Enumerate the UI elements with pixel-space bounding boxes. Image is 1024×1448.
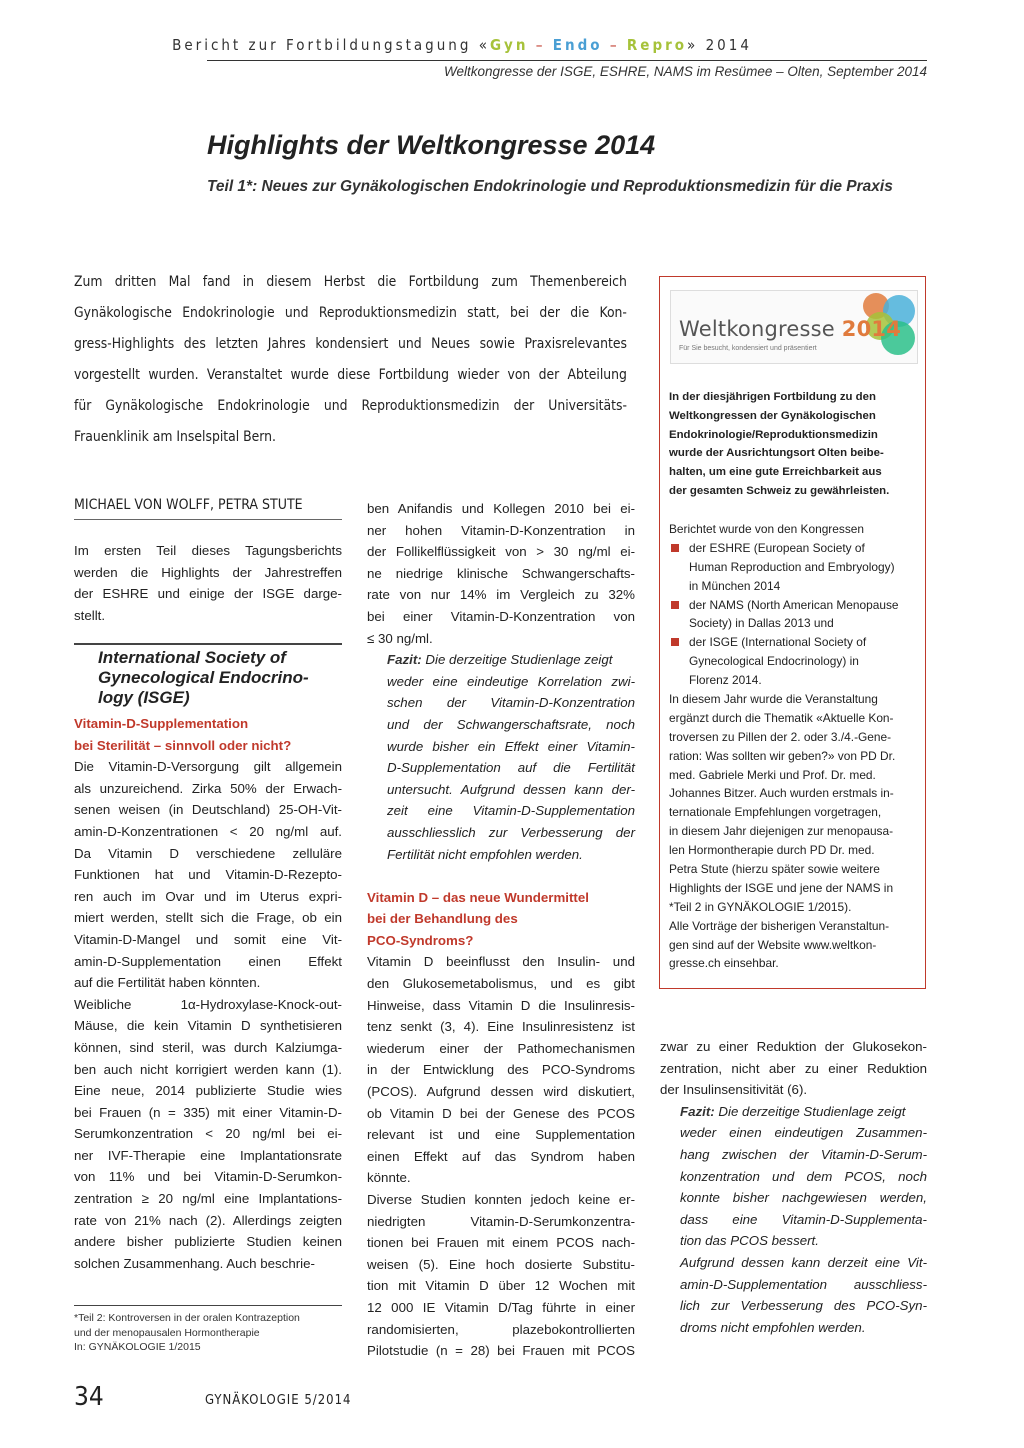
subheading-line: PCO-Syndroms? — [367, 932, 474, 948]
article-title: Highlights der Weltkongresse 2014 — [207, 130, 656, 160]
fazit-line: weder einen eindeutigen Zusammen- — [680, 1125, 927, 1141]
body-line: Die Vitamin-D-Versorgung gilt allgemein — [74, 759, 342, 775]
body-line: stellt. — [74, 607, 106, 623]
info-box-line: ration: Was sollten wir geben?» von PD Dr. — [669, 748, 896, 763]
fazit-line: weder eine eindeutige Korrelation zwi- — [387, 673, 635, 689]
fazit-line: ausschliesslich zur Verbesserung der — [387, 824, 635, 840]
body-line: Pilotstudie (n = 28) bei Frauen mit PCOS — [367, 1343, 635, 1359]
info-box-text — [669, 520, 917, 973]
info-box-bullet-line: Society) in Dallas 2013 und — [689, 616, 834, 631]
info-box-line: *Teil 2 in GYNÄKOLOGIE 1/2015). — [669, 899, 852, 914]
body-line: ben Anifandis und Kollegen 2010 bei ei- — [367, 501, 635, 516]
intro-line: Frauenklinik am Inselspital Bern. — [74, 429, 276, 445]
info-box-line: Alle Vorträge der bisherigen Veranstaltun- — [669, 918, 890, 933]
body-line: ner hohen Vitamin-D-Konzentration in — [367, 522, 635, 538]
body-line: zentration ≥ 20 ng/ml eine Implantations- — [74, 1191, 342, 1207]
body-line: Eine neue, 2014 publizierte Studie wies — [74, 1083, 342, 1099]
fazit-line — [660, 1101, 927, 1123]
body-line: tion mit Vitamin D über 12 Wochen mit — [367, 1278, 635, 1294]
body-line: der Insulinsensitivität (6). — [660, 1082, 808, 1098]
header-endo: Endo — [552, 36, 603, 54]
body-line: wiederum einer der Pathomechanismen — [367, 1040, 635, 1056]
info-box-line: len Hormontherapie durch PD Dr. med. — [669, 843, 875, 858]
info-box-bullet-line: der ESHRE (European Society of — [669, 539, 917, 558]
body-line: Weibliche 1α-Hydroxylase-Knock-out- — [74, 996, 342, 1012]
info-box-bullet-line: Gynecological Endocrinology) in — [689, 654, 859, 669]
info-box-line: Petra Stute (hierzu später sowie weitere — [669, 862, 880, 877]
intro-line: Zum dritten Mal fand in diesem Herbst die Fortbildung zum Themenbereich — [74, 274, 627, 290]
body-line: senen weisen (in Deutschland) 25-OH-Vit- — [74, 802, 342, 818]
info-box-bullet-line: Human Reproduction and Embryology) — [689, 559, 895, 574]
body-line: ne niedrige klinische Schwangerschafts- — [367, 565, 635, 581]
subheading-line: bei Sterilität – sinnvoll oder nicht? — [74, 737, 292, 753]
header-rule — [207, 60, 927, 61]
fazit-line: Fertilität nicht empfohlen werden. — [387, 846, 583, 862]
body-line: Vitamin D beeinflusst den Insulin- und — [367, 954, 635, 970]
logo-year: 2014 — [841, 317, 902, 341]
body-line: bei einer Vitamin-D-Konzentration von — [367, 608, 635, 624]
authors-rule — [74, 519, 342, 520]
info-box-line: med. Gabriele Merki und Prof. Dr. med. — [669, 767, 876, 782]
body-line: 12 000 IE Vitamin D/Tag führte in einer — [367, 1299, 635, 1315]
body-line: in der Entwicklung des PCO-Syndroms — [367, 1062, 635, 1078]
body-line: bei Frauen (n = 335) mit einer Vitamin-D- — [74, 1104, 342, 1120]
body-line: zwar zu einer Reduktion der Glukosekon- — [660, 1039, 927, 1054]
body-line: Da Vitamin D verschiedene zelluläre — [74, 845, 342, 861]
info-box-lead-line: wurde der Ausrichtungsort Olten beibe- — [669, 447, 884, 460]
body-line: ben auch nicht korrigiert werden kann (1). — [74, 1061, 342, 1077]
body-line: Diverse Studien konnten jedoch keine er- — [367, 1192, 635, 1207]
intro-line: Gynäkologische Endokrinologie und Reproduktionsmedizin statt, bei der die Kon- — [74, 305, 627, 321]
column-1-body — [74, 713, 342, 1274]
body-line: (PCOS). Aufgrund dessen wird diskutiert, — [367, 1084, 635, 1100]
fazit-line: wurde bisher ein Effekt einer Vitamin- — [387, 738, 635, 754]
logo-word: Weltkongresse — [679, 317, 842, 341]
info-box-line: Highlights der ISGE und jene der NAMS in — [669, 880, 894, 895]
spacer — [367, 865, 635, 887]
footnote-line: In: GYNÄKOLOGIE 1/2015 — [74, 1341, 201, 1353]
column-2 — [367, 498, 635, 1362]
authors: MICHAEL VON WOLFF, PETRA STUTE — [74, 497, 303, 513]
body-line: können, sind steril, was durch Kalziumga- — [74, 1039, 342, 1055]
subheading-line: bei der Behandlung des — [367, 911, 518, 927]
running-header-title — [0, 36, 924, 54]
body-line: niedrigten Vitamin-D-Serumkonzentra- — [367, 1213, 635, 1229]
body-line: amin-D-Konzentrationen < 20 ng/ml auf. — [74, 823, 342, 839]
body-line: als unzureichend. Zirka 50% der Erwach- — [74, 780, 342, 796]
fazit-label: Fazit: — [387, 652, 422, 668]
fazit-line: lich zur Verbesserung des PCO-Syn- — [680, 1298, 927, 1314]
intro-line: für Gynäkologische Endokrinologie und Reproduktionsmedizin der Universitäts- — [74, 398, 627, 414]
article-subtitle: Teil 1*: Neues zur Gynäkologischen Endokrinologie und Reproduktionsmedizin für die Praxis — [207, 178, 893, 195]
subheading-line: Vitamin-D-Supplementation — [74, 716, 249, 731]
body-line: solchen Zusammenhang. Auch beschrie- — [74, 1255, 315, 1271]
body-line: ob Vitamin D bei der Genese des PCOS — [367, 1105, 635, 1121]
info-box-bullet-line: der ISGE (International Society of — [669, 633, 917, 652]
header-dash-2: – — [602, 36, 627, 54]
info-box-line: Johannes Bitzer. Auch wurden erstmals in- — [669, 786, 894, 801]
info-box-bullet-line: Florenz 2014. — [689, 673, 762, 688]
header-title-pre: Bericht zur Fortbildungstagung « — [172, 36, 490, 54]
info-box-lead-line: Endokrinologie/Reproduktionsmedizin — [669, 428, 878, 441]
body-line: Funktionen hat und Vitamin-D-Rezepto- — [74, 867, 342, 883]
fazit-line: zeit eine Vitamin-D-Supplementation — [387, 803, 635, 819]
fazit-text: Die derzeitige Studienlage zeigt — [714, 1103, 906, 1119]
fazit-label: Fazit: — [680, 1103, 715, 1119]
fazit-line: konnte bisher nachgewiesen werden, — [680, 1190, 927, 1206]
fazit-line: schen der Vitamin-D-Konzentration — [387, 695, 635, 711]
info-box-line: ternationale Empfehlungen vorgetragen, — [669, 805, 882, 820]
info-box-bullet-line: in München 2014 — [689, 578, 781, 593]
fazit-line: droms nicht empfohlen werden. — [680, 1319, 866, 1335]
footnote — [74, 1311, 354, 1355]
fazit-line: D-Supplementation auf die Fertilität — [387, 760, 635, 776]
body-line: Serumkonzentration < 20 ng/ml bei ei- — [74, 1126, 342, 1142]
info-box-lead-line: der gesamten Schweiz zu gewährleisten. — [669, 484, 890, 497]
fazit-line: amin-D-Supplementation ausschliess- — [680, 1276, 927, 1292]
journal-issue: GYNÄKOLOGIE 5/2014 — [205, 1393, 352, 1408]
column-3 — [660, 1036, 927, 1338]
running-header-subtitle: Weltkongresse der ISGE, ESHRE, NAMS im Resümee – Olten, September 2014 — [444, 64, 927, 79]
body-line: von 11% und bei Vitamin-D-Serumkon- — [74, 1169, 342, 1185]
body-line: den Glukosemetabolismus, und es gibt — [367, 976, 635, 992]
info-box-line: gen sind auf der Website www.weltkon- — [669, 937, 877, 952]
fazit-line: konzentration und dem PCOS, noch — [680, 1168, 927, 1184]
fazit-line: hang zwischen der Vitamin-D-Serum- — [680, 1146, 927, 1162]
footnote-line: und der menopausalen Hormontherapie — [74, 1326, 260, 1339]
fazit-line: tion das PCOS bessert. — [680, 1233, 819, 1249]
header-dash-1: – — [528, 36, 553, 54]
bullet-square-icon — [671, 544, 679, 552]
info-box-line: Berichtet wurde von den Kongressen — [669, 522, 864, 536]
info-box-lead-line: halten, um eine gute Erreichbarkeit aus — [669, 466, 882, 479]
info-box-line: In diesem Jahr wurde die Veranstaltung — [669, 692, 878, 707]
info-box-line: troversen zu Pillen der 2. oder 3./4.-Gene- — [669, 729, 892, 744]
body-line: miert werden, stellt sich die Frage, ob ein — [74, 910, 342, 926]
section-rule — [74, 643, 342, 645]
bullet-square-icon — [671, 601, 679, 609]
intro-line: vorgestellt wurden. Veranstaltet wurde diese Fortbildung wieder von der Abteilung — [74, 367, 627, 383]
info-box-line: in diesem Jahr diejenigen zur menopausa- — [669, 824, 894, 839]
header-title-post: » 2014 — [687, 36, 752, 54]
logo-tagline: Für Sie besucht, kondensiert und präsentiert — [679, 345, 817, 352]
body-line: zentration, nicht aber zu einer Reduktion — [660, 1060, 927, 1076]
body-line: rate von nur 14% im Vergleich zu 32% — [367, 587, 635, 603]
body-line: relevant ist und eine Supplementation — [367, 1127, 635, 1143]
footnote-rule — [74, 1305, 342, 1306]
logo-wordmark — [679, 317, 901, 341]
body-line: tionen bei Frauen mit einem PCOS nach- — [367, 1235, 635, 1251]
fazit-line: Aufgrund dessen kann derzeit eine Vit- — [680, 1254, 927, 1270]
body-line: Mäuse, die kein Vitamin D synthetisieren — [74, 1018, 342, 1034]
fazit-text: Die derzeitige Studienlage zeigt — [421, 652, 613, 668]
body-line: Vitamin-D-Mangel und somit eine Vit- — [74, 931, 342, 947]
fazit-line: untersucht. Aufgrund dessen kann der- — [387, 781, 635, 797]
body-line: ner IVF-Therapie eine Implantationsrate — [74, 1147, 342, 1163]
body-line: der Follikelflüssigkeit von > 30 ng/ml ei- — [367, 544, 635, 560]
page-number: 34 — [74, 1382, 104, 1412]
body-line: randomisierten, plazebokontrollierten — [367, 1321, 635, 1337]
info-box-bullet-line: der NAMS (North American Menopause — [669, 596, 917, 615]
info-box-line: gresse.ch einsehbar. — [669, 956, 779, 971]
body-line: einen Effekt auf das Syndrom haben — [367, 1148, 635, 1164]
info-box-lead — [669, 388, 917, 501]
body-line: auf die Fertilität haben könnten. — [74, 975, 261, 991]
bullet-square-icon — [671, 638, 679, 646]
section-title: International Society of Gynecological Endocrino-logy (ISGE) — [98, 648, 309, 707]
header-gyn: Gyn — [489, 36, 529, 54]
fazit-line: und der Schwangerschaftsrate, noch — [387, 716, 635, 732]
weltkongresse-logo — [670, 290, 918, 364]
body-line: der ESHRE und einige der ISGE darge- — [74, 586, 342, 602]
info-box-lead-line: Weltkongressen der Gynäkologischen — [669, 409, 876, 422]
body-line: Im ersten Teil dieses Tagungsberichts — [74, 543, 342, 558]
body-line: Hinweise, dass Vitamin D die Insulinresis- — [367, 997, 635, 1013]
body-line: ≤ 30 ng/ml. — [367, 630, 433, 646]
body-line: werden die Highlights der Jahrestreffen — [74, 564, 342, 580]
fazit-line: dass eine Vitamin-D-Supplementa- — [680, 1211, 927, 1227]
body-line: amin-D-Supplementation einen Effekt — [74, 953, 342, 969]
fazit-line — [367, 649, 635, 671]
body-line: weisen (5). Eine hoch dosierte Substitu- — [367, 1256, 635, 1272]
body-line: tenz senkt (3, 4). Eine Insulinresistenz ist — [367, 1019, 635, 1035]
body-line: andere bisher publizierte Studien keinen — [74, 1234, 342, 1250]
header-repro: Repro — [626, 36, 688, 54]
body-line: könnte. — [367, 1170, 411, 1186]
body-line: ren auch im Ovar und im Uterus expri- — [74, 888, 342, 904]
footnote-line: *Teil 2: Kontroversen in der oralen Kontrazeption — [74, 1312, 300, 1324]
subheading-line: Vitamin D – das neue Wundermittel — [367, 889, 589, 905]
info-box-lead-line: In der diesjährigen Fortbildung zu den — [669, 391, 876, 403]
info-box-line: ergänzt durch die Thematik «Aktuelle Kon- — [669, 710, 894, 725]
intro-line: gress-Highlights des letzten Jahres kondensiert und Neues sowie Praxisrelevantes — [74, 336, 627, 352]
body-line: rate von 21% nach (2). Allerdings zeigten — [74, 1212, 342, 1228]
column-1-intro — [74, 540, 342, 626]
